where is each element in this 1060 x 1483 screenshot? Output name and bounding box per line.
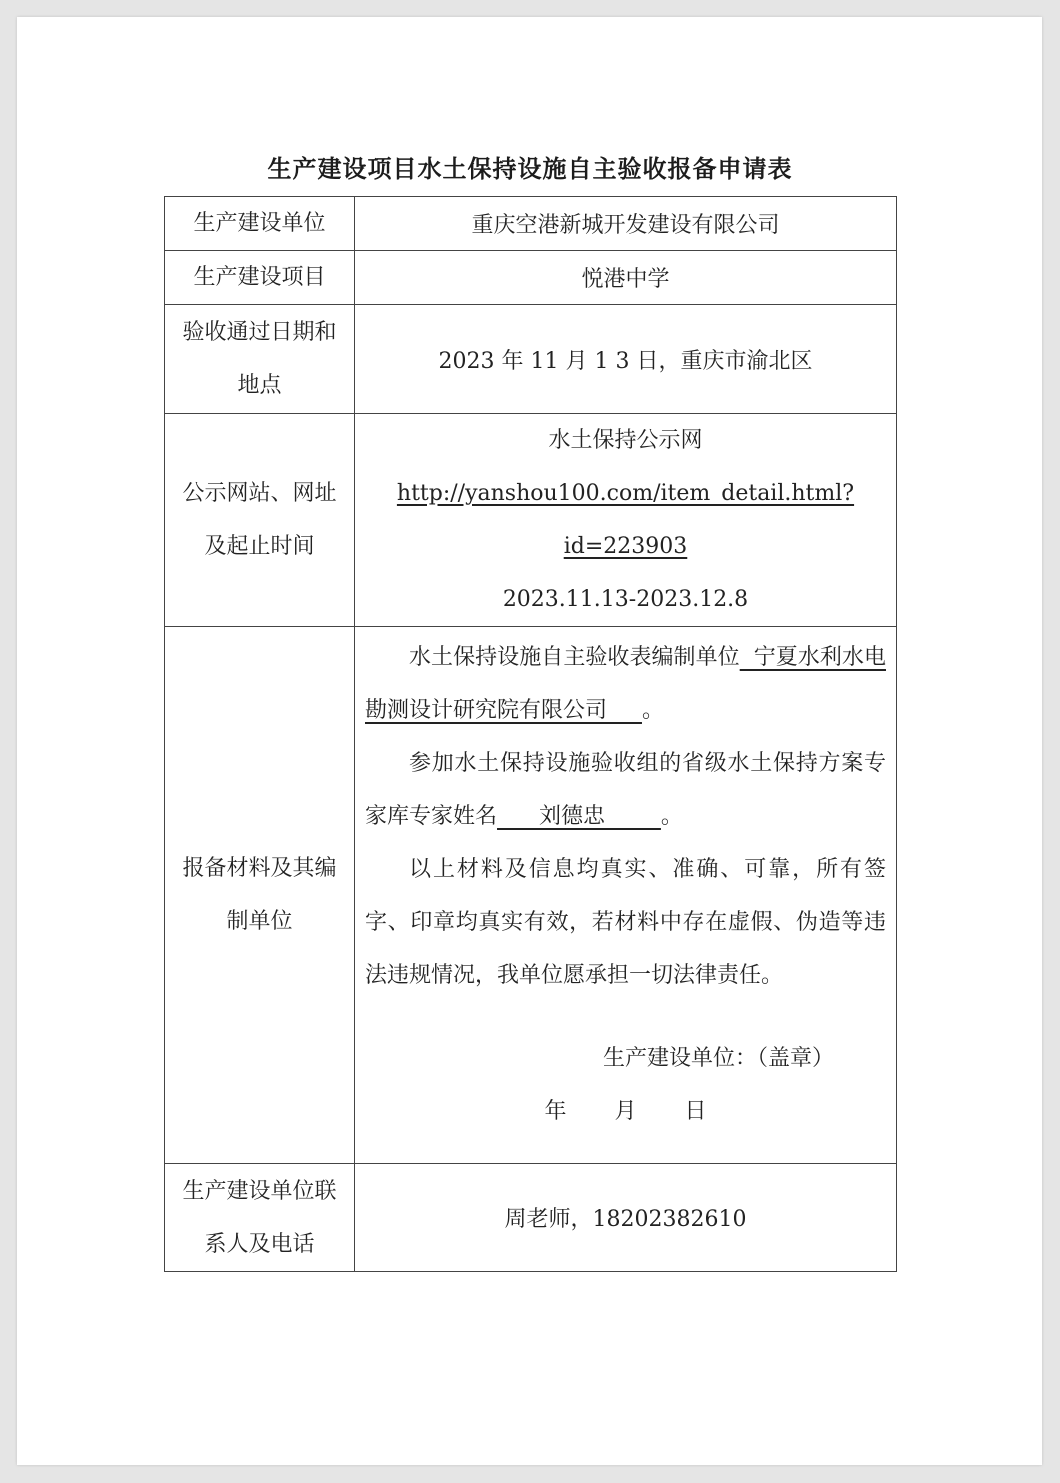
para2-prefix: 参加水土保持设施验收组的省级水土保持方案专家库专家姓名 xyxy=(365,751,886,829)
unit-label: 生产建设单位 xyxy=(165,197,355,251)
acceptance-label-line1: 验收通过日期和 xyxy=(182,320,337,345)
expert-name: 刘德忠 xyxy=(497,804,661,829)
materials-paragraph-3: 以上材料及信息均真实、准确、可靠，所有签字、印章均真实有效，若材料中存在虚假、伪造等违法违规情况，我单位愿承担一切法律责任。 xyxy=(365,857,886,988)
para2-suffix: 。 xyxy=(660,804,683,829)
materials-label-line1: 报备材料及其编 xyxy=(182,856,337,881)
publicity-label-line2: 及起止时间 xyxy=(204,534,315,559)
project-label: 生产建设项目 xyxy=(165,251,355,305)
table-row-materials xyxy=(165,627,897,1164)
publicity-label xyxy=(165,414,355,627)
para1-prefix: 水土保持设施自主验收表编制单位 xyxy=(409,645,740,670)
materials-paragraph-1 xyxy=(365,631,886,737)
table-row-project xyxy=(165,251,897,305)
contact-label xyxy=(165,1164,355,1272)
date-day: 日 xyxy=(684,1099,707,1124)
publicity-label-line1: 公示网站、网址 xyxy=(182,481,337,506)
document-title: 生产建设项目水土保持设施自主验收报备申请表 xyxy=(267,155,793,183)
publicity-site-name: 水土保持公示网 xyxy=(548,428,703,453)
date-month: 月 xyxy=(614,1099,637,1124)
project-value: 悦港中学 xyxy=(355,251,897,305)
unit-value: 重庆空港新城开发建设有限公司 xyxy=(355,197,897,251)
table-row-contact xyxy=(165,1164,897,1272)
table-row-acceptance xyxy=(165,305,897,414)
contact-label-line2: 系人及电话 xyxy=(204,1231,315,1257)
acceptance-label-line2: 地点 xyxy=(237,373,282,398)
compiling-organization: 宁夏水利水电勘测设计研究院有限公司 xyxy=(365,645,886,723)
contact-label-line1: 生产建设单位联 xyxy=(182,1178,337,1204)
para1-suffix: 。 xyxy=(641,698,664,723)
filing-form-table xyxy=(164,196,897,1272)
date-line xyxy=(365,1085,886,1138)
date-year: 年 xyxy=(544,1099,567,1124)
table-row-unit xyxy=(165,197,897,251)
materials-paragraph-2 xyxy=(365,737,886,843)
acceptance-value: 2023 年 11 月 1 3 日，重庆市渝北区 xyxy=(355,305,897,414)
materials-label-line2: 制单位 xyxy=(226,909,293,934)
publicity-period: 2023.11.13-2023.12.8 xyxy=(502,587,749,612)
seal-line: 生产建设单位：（盖章） xyxy=(602,1046,834,1071)
materials-label xyxy=(165,627,355,1164)
publicity-url-link[interactable]: http://yanshou100.com/item_detail.html?id=223903 xyxy=(396,481,855,559)
acceptance-label xyxy=(165,305,355,414)
materials-value xyxy=(355,627,897,1164)
table-row-publicity xyxy=(165,414,897,627)
contact-value: 周老师，18202382610 xyxy=(355,1164,897,1272)
publicity-value xyxy=(355,414,897,627)
